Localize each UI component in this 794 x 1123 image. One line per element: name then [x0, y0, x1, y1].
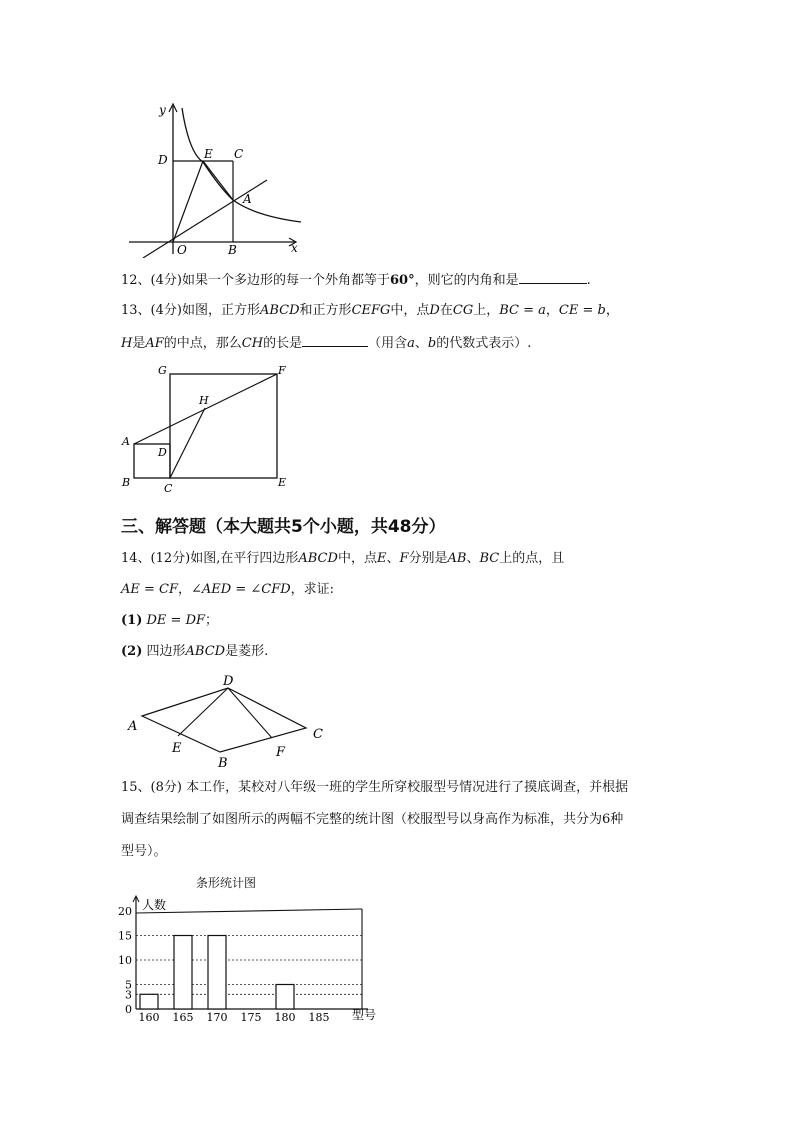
section-heading: 三、解答题（本大题共5个小题，共48分） [121, 517, 446, 537]
question-14-line2: AE = CF，∠AED = ∠CFD，求证: [121, 582, 335, 597]
label-D: D [223, 674, 234, 689]
chart-ytick-label: 3 [125, 988, 132, 1002]
chart-ytick-label: 5 [125, 978, 132, 992]
label-C: C [164, 482, 173, 494]
chart-bar-180 [276, 985, 294, 1010]
figure-squares [118, 362, 298, 494]
label-D: D [158, 153, 168, 167]
hyperbola-curve [182, 108, 301, 222]
label-x: x [291, 241, 298, 255]
label-C: C [234, 147, 244, 161]
chart-xlabel: 型号 [352, 1008, 377, 1022]
chart-bar-170 [208, 936, 226, 1010]
label-D: D [158, 446, 167, 459]
chart-ytick-label: 20 [118, 905, 132, 918]
figure-hyperbola [125, 98, 310, 258]
question-13-line1: 13、(4分)如图，正方形ABCD和正方形CEFG中，点D在CG上，BC = a，CE = b， [121, 303, 619, 318]
label-y: y [159, 103, 166, 117]
question-14-part1: (1) DE = DF； [121, 613, 219, 628]
label-E: E [278, 476, 287, 489]
chart-frame-top [136, 909, 362, 913]
label-E: E [172, 741, 182, 756]
label-A: A [122, 435, 130, 448]
segment-ch [170, 408, 205, 478]
chart-ylabel: 人数 [142, 898, 167, 912]
chart-ytick-label: 10 [118, 954, 132, 967]
label-B: B [122, 476, 131, 489]
question-13-line2: H是AF的中点，那么CH的长是 （用含a、b的代数式表示）. [121, 333, 531, 353]
label-C: C [313, 727, 323, 742]
q12-degree: 60° [389, 273, 415, 288]
chart-xtick-label: 180 [274, 1011, 296, 1023]
q12-number: 12、(4分) [121, 273, 182, 288]
question-15-line1: 15、(8分) 本工作，某校对八年级一班的学生所穿校服型号情况进行了摸底调查，并根据 [121, 780, 629, 795]
label-F: F [276, 745, 286, 760]
question-14-line1: 14、(12分)如图,在平行四边形ABCD中，点E、F分别是AB、BC上的点，且 [121, 551, 565, 566]
q14-number: 14、(12分) [121, 551, 191, 566]
square-cefg [170, 374, 277, 478]
chart-xtick-label: 165 [172, 1011, 194, 1023]
chart-xtick-label: 175 [240, 1011, 262, 1023]
parallelogram-abcd [142, 688, 306, 752]
segment-de [178, 688, 228, 736]
segment-af [134, 374, 277, 444]
chart-bar-160 [140, 994, 158, 1009]
question-15-line2: 调查结果绘制了如图所示的两幅不完整的统计图（校服型号以身高作为标准，共分为6种 [121, 812, 624, 827]
chart-ytick-label: 0 [125, 1003, 132, 1016]
chart-title: 条形统计图 [196, 876, 257, 890]
segment-df [228, 688, 272, 738]
label-B: B [218, 756, 228, 771]
bar-chart [116, 893, 386, 1023]
q12-answer-blank[interactable] [519, 270, 587, 284]
q13-number: 13、(4分) [121, 303, 182, 318]
q13-answer-blank[interactable] [302, 333, 368, 347]
label-G: G [158, 364, 167, 377]
label-F: F [278, 364, 286, 377]
label-A: A [243, 192, 252, 206]
label-H: H [199, 394, 209, 407]
chart-xtick-label: 160 [138, 1011, 160, 1023]
figure-rhombus [122, 668, 334, 772]
chart-ytick-label: 15 [118, 929, 132, 943]
label-O: O [177, 243, 187, 257]
chart-xtick-label: 170 [206, 1011, 228, 1023]
question-14-part2: (2) 四边形ABCD是菱形. [121, 644, 269, 659]
question-12: 12、(4分)如果一个多边形的每一个外角都等于60°，则它的内角和是 . [121, 270, 591, 290]
chart-xtick-label: 185 [308, 1011, 330, 1023]
chart-bar-165 [174, 936, 192, 1010]
label-A: A [128, 719, 138, 734]
label-E: E [204, 147, 213, 161]
label-B: B [228, 243, 237, 257]
question-15-line3: 型号）。 [121, 844, 167, 859]
